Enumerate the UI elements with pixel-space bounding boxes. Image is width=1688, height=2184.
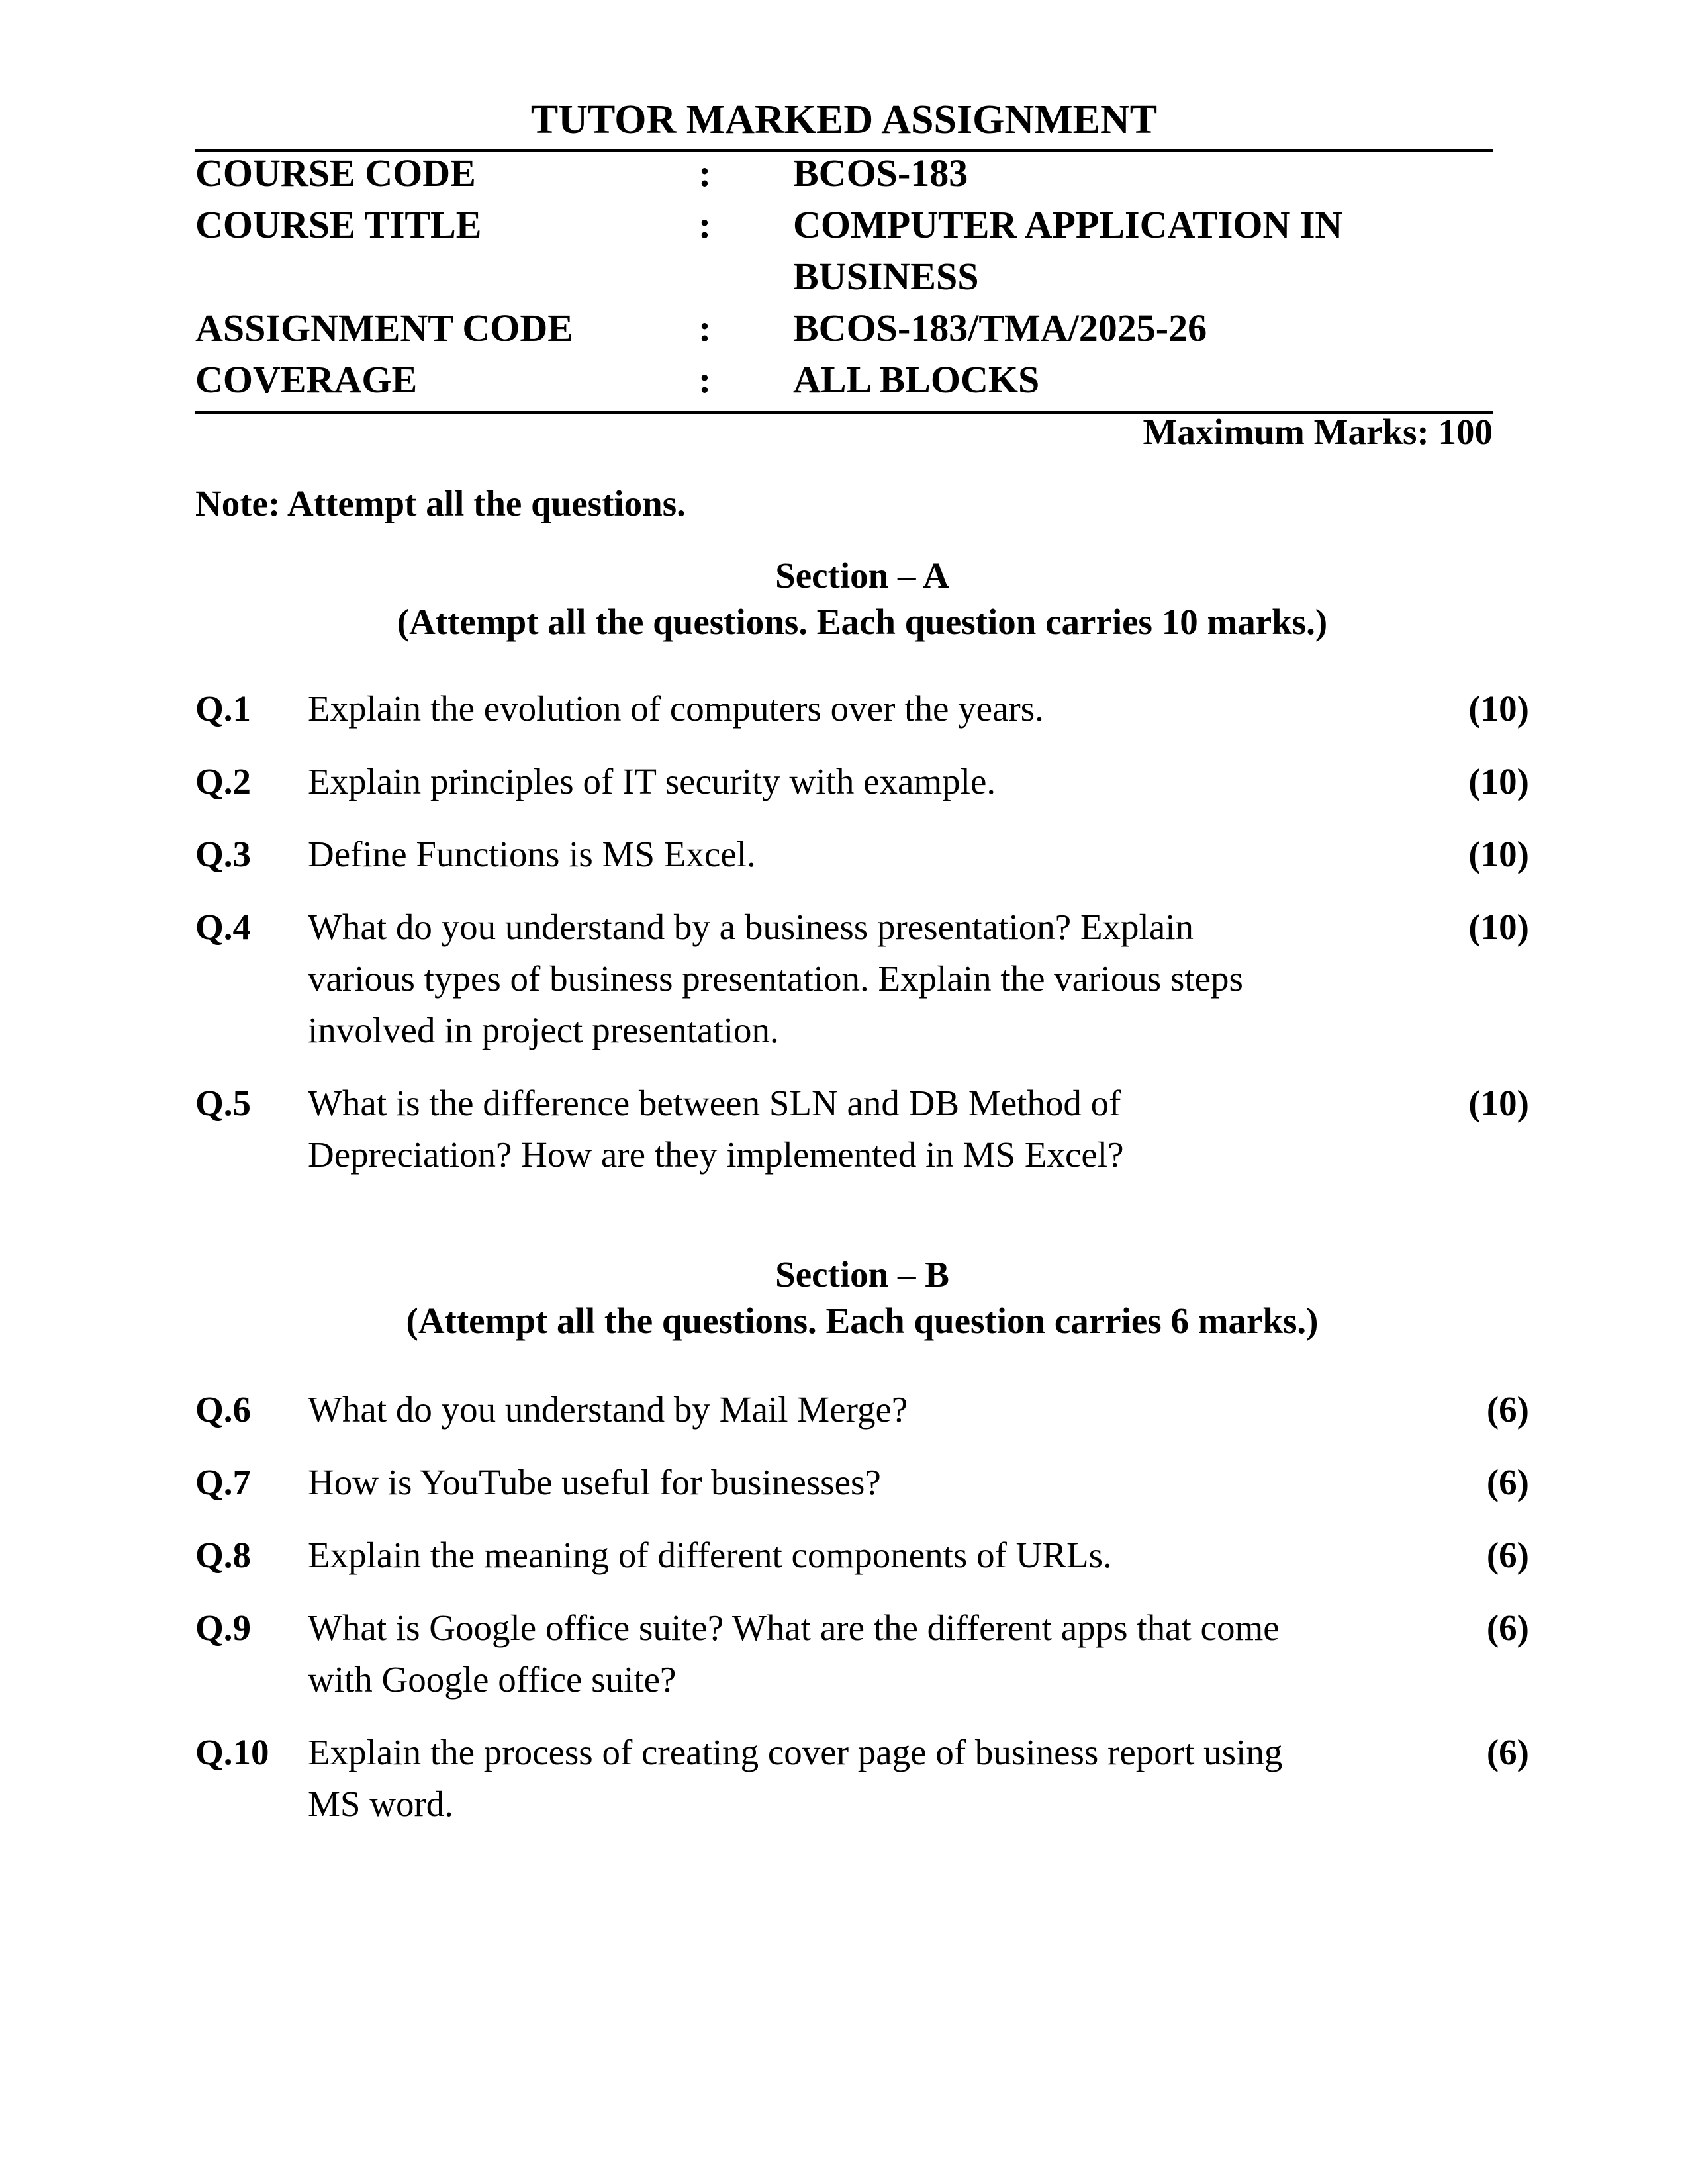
question-marks: (10) (1468, 1083, 1529, 1123)
coverage-value: ALL BLOCKS (793, 358, 1040, 401)
course-title-value: COMPUTER APPLICATION IN BUSINESS (793, 203, 1343, 298)
section-a-question-list (195, 683, 1529, 1181)
section-b-question-list (195, 1384, 1529, 1830)
separator-colon: : (698, 203, 712, 246)
note-text: Note: Attempt all the questions. (195, 483, 686, 523)
question-number: Q.2 (195, 761, 252, 801)
question-row-q10 (195, 1727, 1529, 1830)
table-row-assignment-code (195, 302, 1493, 354)
question-marks: (10) (1468, 761, 1529, 801)
question-marks: (6) (1486, 1608, 1529, 1648)
question-marks: (6) (1486, 1462, 1529, 1502)
question-text: Explain the meaning of different components of URLs. (308, 1535, 1112, 1575)
question-text: What do you understand by a business presentation? Explain various types of business presentation. Explain the various steps involved in project presentation. (308, 907, 1243, 1050)
question-marks: (10) (1468, 688, 1529, 729)
course-code-label: COURSE CODE (195, 152, 476, 195)
question-number: Q.10 (195, 1732, 269, 1772)
table-row-course-code (195, 148, 1493, 199)
question-number: Q.8 (195, 1535, 252, 1575)
question-number: Q.6 (195, 1389, 252, 1430)
question-text: Explain the evolution of computers over the years. (308, 688, 1044, 729)
question-marks: (6) (1486, 1535, 1529, 1575)
question-text: What is the difference between SLN and DB Method of Depreciation? How are they implemented in MS Excel? (308, 1083, 1124, 1175)
question-row-q6 (195, 1384, 1529, 1435)
course-info-table (195, 148, 1493, 406)
question-marks: (6) (1486, 1389, 1529, 1430)
question-row-q3 (195, 829, 1529, 880)
question-number: Q.3 (195, 834, 252, 874)
question-row-q2 (195, 756, 1529, 807)
separator-colon: : (698, 306, 712, 349)
separator-colon: : (698, 152, 712, 195)
question-row-q1 (195, 683, 1529, 735)
separator-colon: : (698, 358, 712, 401)
question-marks: (6) (1486, 1732, 1529, 1772)
question-text: Explain principles of IT security with example. (308, 761, 996, 801)
section-a-subheading: (Attempt all the questions. Each question carries 10 marks.) (397, 602, 1328, 642)
coverage-label: COVERAGE (195, 358, 418, 401)
document-content (195, 97, 1529, 1851)
question-text: What is Google office suite? What are the different apps that come with Google office suite? (308, 1608, 1280, 1700)
course-title-label: COURSE TITLE (195, 203, 482, 246)
section-a-heading: Section – A (775, 555, 949, 596)
assignment-code-value: BCOS-183/TMA/2025-26 (793, 306, 1207, 349)
table-row-coverage (195, 354, 1493, 406)
question-text: What do you understand by Mail Merge? (308, 1389, 908, 1430)
question-number: Q.4 (195, 907, 252, 947)
question-row-q8 (195, 1529, 1529, 1581)
question-number: Q.9 (195, 1608, 252, 1648)
question-row-q4 (195, 901, 1529, 1056)
question-text: How is YouTube useful for businesses? (308, 1462, 881, 1502)
section-b-heading: Section – B (775, 1254, 949, 1295)
section-b-subheading: (Attempt all the questions. Each question carries 6 marks.) (406, 1300, 1319, 1341)
question-number: Q.7 (195, 1462, 252, 1502)
table-row-course-title (195, 199, 1493, 302)
max-marks-text: Maximum Marks: 100 (1143, 412, 1493, 452)
question-number: Q.5 (195, 1083, 252, 1123)
question-text: Explain the process of creating cover page of business report using MS word. (308, 1732, 1283, 1824)
question-row-q5 (195, 1077, 1529, 1181)
question-text: Define Functions is MS Excel. (308, 834, 756, 874)
question-marks: (10) (1468, 834, 1529, 874)
question-row-q9 (195, 1602, 1529, 1706)
question-marks: (10) (1468, 907, 1529, 947)
document-title: TUTOR MARKED ASSIGNMENT (530, 97, 1158, 142)
assignment-code-label: ASSIGNMENT CODE (195, 306, 573, 349)
question-number: Q.1 (195, 688, 252, 729)
question-row-q7 (195, 1457, 1529, 1508)
course-code-value: BCOS-183 (793, 152, 968, 195)
